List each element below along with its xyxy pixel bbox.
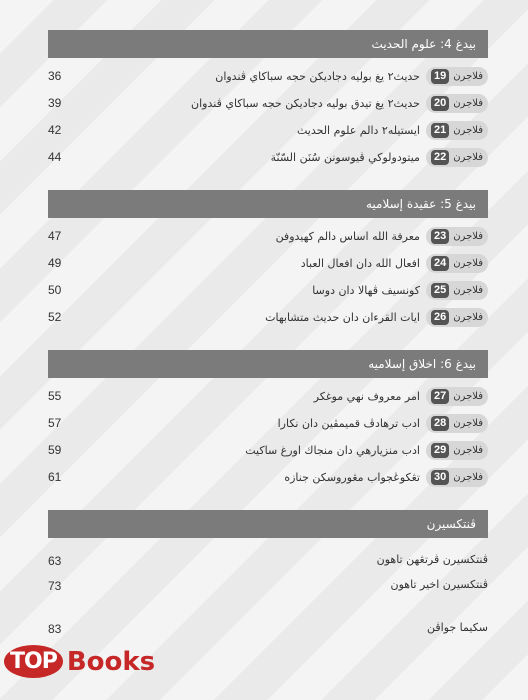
item-title: سكيما جواڤن <box>427 621 488 634</box>
toc-row[interactable] <box>48 145 488 172</box>
lesson-title: امر معروف نهي موغكر <box>313 390 420 403</box>
item-title: ڤنتكسيرن اخير تاهون <box>390 578 488 591</box>
lesson-title: ميتودولوكي ڤيوسونن سُنَن السّنّة <box>270 151 420 164</box>
table-of-contents <box>48 30 488 661</box>
lesson-badge: فلاجرن 19 <box>426 67 488 86</box>
toc-row[interactable] <box>48 64 488 91</box>
section-akhlak <box>48 350 488 492</box>
toc-row[interactable] <box>48 251 488 278</box>
item-title: ڤنتكسيرن ڤرتڠهن تاهون <box>376 553 488 566</box>
page-number: 63 <box>48 554 62 568</box>
page-number: 44 <box>48 150 62 164</box>
lesson-title: ادب ترهادڤ قميمڤين دان نكارا <box>277 417 420 430</box>
toc-row[interactable] <box>48 575 488 600</box>
page-number: 61 <box>48 470 62 484</box>
section-heading: بيدغ 4: علوم الحديث <box>371 37 476 51</box>
lesson-badge: فلاجرن 28 <box>426 414 488 433</box>
toc-row[interactable] <box>48 618 488 643</box>
page-number: 36 <box>48 69 62 83</box>
lesson-badge: فلاجرن 20 <box>426 94 488 113</box>
section-aqidah <box>48 190 488 332</box>
lesson-title: افعال الله دان افعال العباد <box>300 257 420 270</box>
lesson-badge: فلاجرن 22 <box>426 148 488 167</box>
toc-row[interactable] <box>48 384 488 411</box>
lesson-badge: فلاجرن 23 <box>426 227 488 246</box>
toc-row[interactable] <box>48 91 488 118</box>
toc-row[interactable] <box>48 465 488 492</box>
lesson-title: ادب منزيارهي دان منجاك اورغ ساكيت <box>245 444 420 457</box>
lesson-title: حديث٢ يغ تيدق بوليه دجاديكن حجه سباكاي ڤندوان <box>191 97 420 110</box>
page-number: 52 <box>48 310 62 324</box>
toc-row[interactable] <box>48 411 488 438</box>
page-number: 59 <box>48 443 62 457</box>
page-number: 39 <box>48 96 62 110</box>
topbooks-logo: TOP Books <box>4 645 155 678</box>
toc-row[interactable] <box>48 438 488 465</box>
lesson-title: ايستيله٢ دالم علوم الحديث <box>296 124 420 137</box>
lesson-badge: فلاجرن 26 <box>426 308 488 327</box>
lesson-title: كونسيف ڤهالا دان دوسا <box>312 284 420 297</box>
lesson-badge: فلاجرن 25 <box>426 281 488 300</box>
section-header <box>48 30 488 58</box>
lesson-title: معرفة الله اساس دالم كهيدوفن <box>275 230 420 243</box>
page-number: 50 <box>48 283 62 297</box>
lesson-badge: فلاجرن 24 <box>426 254 488 273</box>
lesson-badge: فلاجرن 27 <box>426 387 488 406</box>
section-header <box>48 190 488 218</box>
section-hadith <box>48 30 488 172</box>
page-number: 42 <box>48 123 62 137</box>
section-heading: بيدغ 5: عقيدة إسلاميه <box>365 197 476 211</box>
lesson-title: تڠكوڠجواب مڠوروسكن جنازه <box>284 471 420 484</box>
page-number: 47 <box>48 229 62 243</box>
toc-row[interactable] <box>48 118 488 145</box>
page-number: 57 <box>48 416 62 430</box>
lesson-title: حديث٢ يغ بوليه دجاديكن حجه سباكاي ڤندوان <box>215 70 420 83</box>
toc-row[interactable] <box>48 550 488 575</box>
lesson-badge: فلاجرن 21 <box>426 121 488 140</box>
page-number: 49 <box>48 256 62 270</box>
toc-row[interactable] <box>48 278 488 305</box>
section-heading: ڤنتكسيرن <box>426 517 476 531</box>
lesson-title: ايات القرءان دان حديث متشابهات <box>265 311 420 324</box>
lesson-badge: فلاجرن 30 <box>426 468 488 487</box>
page-number: 83 <box>48 622 62 636</box>
page-number: 55 <box>48 389 62 403</box>
toc-row[interactable] <box>48 224 488 251</box>
toc-row[interactable] <box>48 305 488 332</box>
section-assessment <box>48 510 488 643</box>
section-header <box>48 510 488 538</box>
lesson-badge: فلاجرن 29 <box>426 441 488 460</box>
page-number: 73 <box>48 579 62 593</box>
section-header <box>48 350 488 378</box>
section-heading: بيدغ 6: اخلاق إسلاميه <box>368 357 476 371</box>
